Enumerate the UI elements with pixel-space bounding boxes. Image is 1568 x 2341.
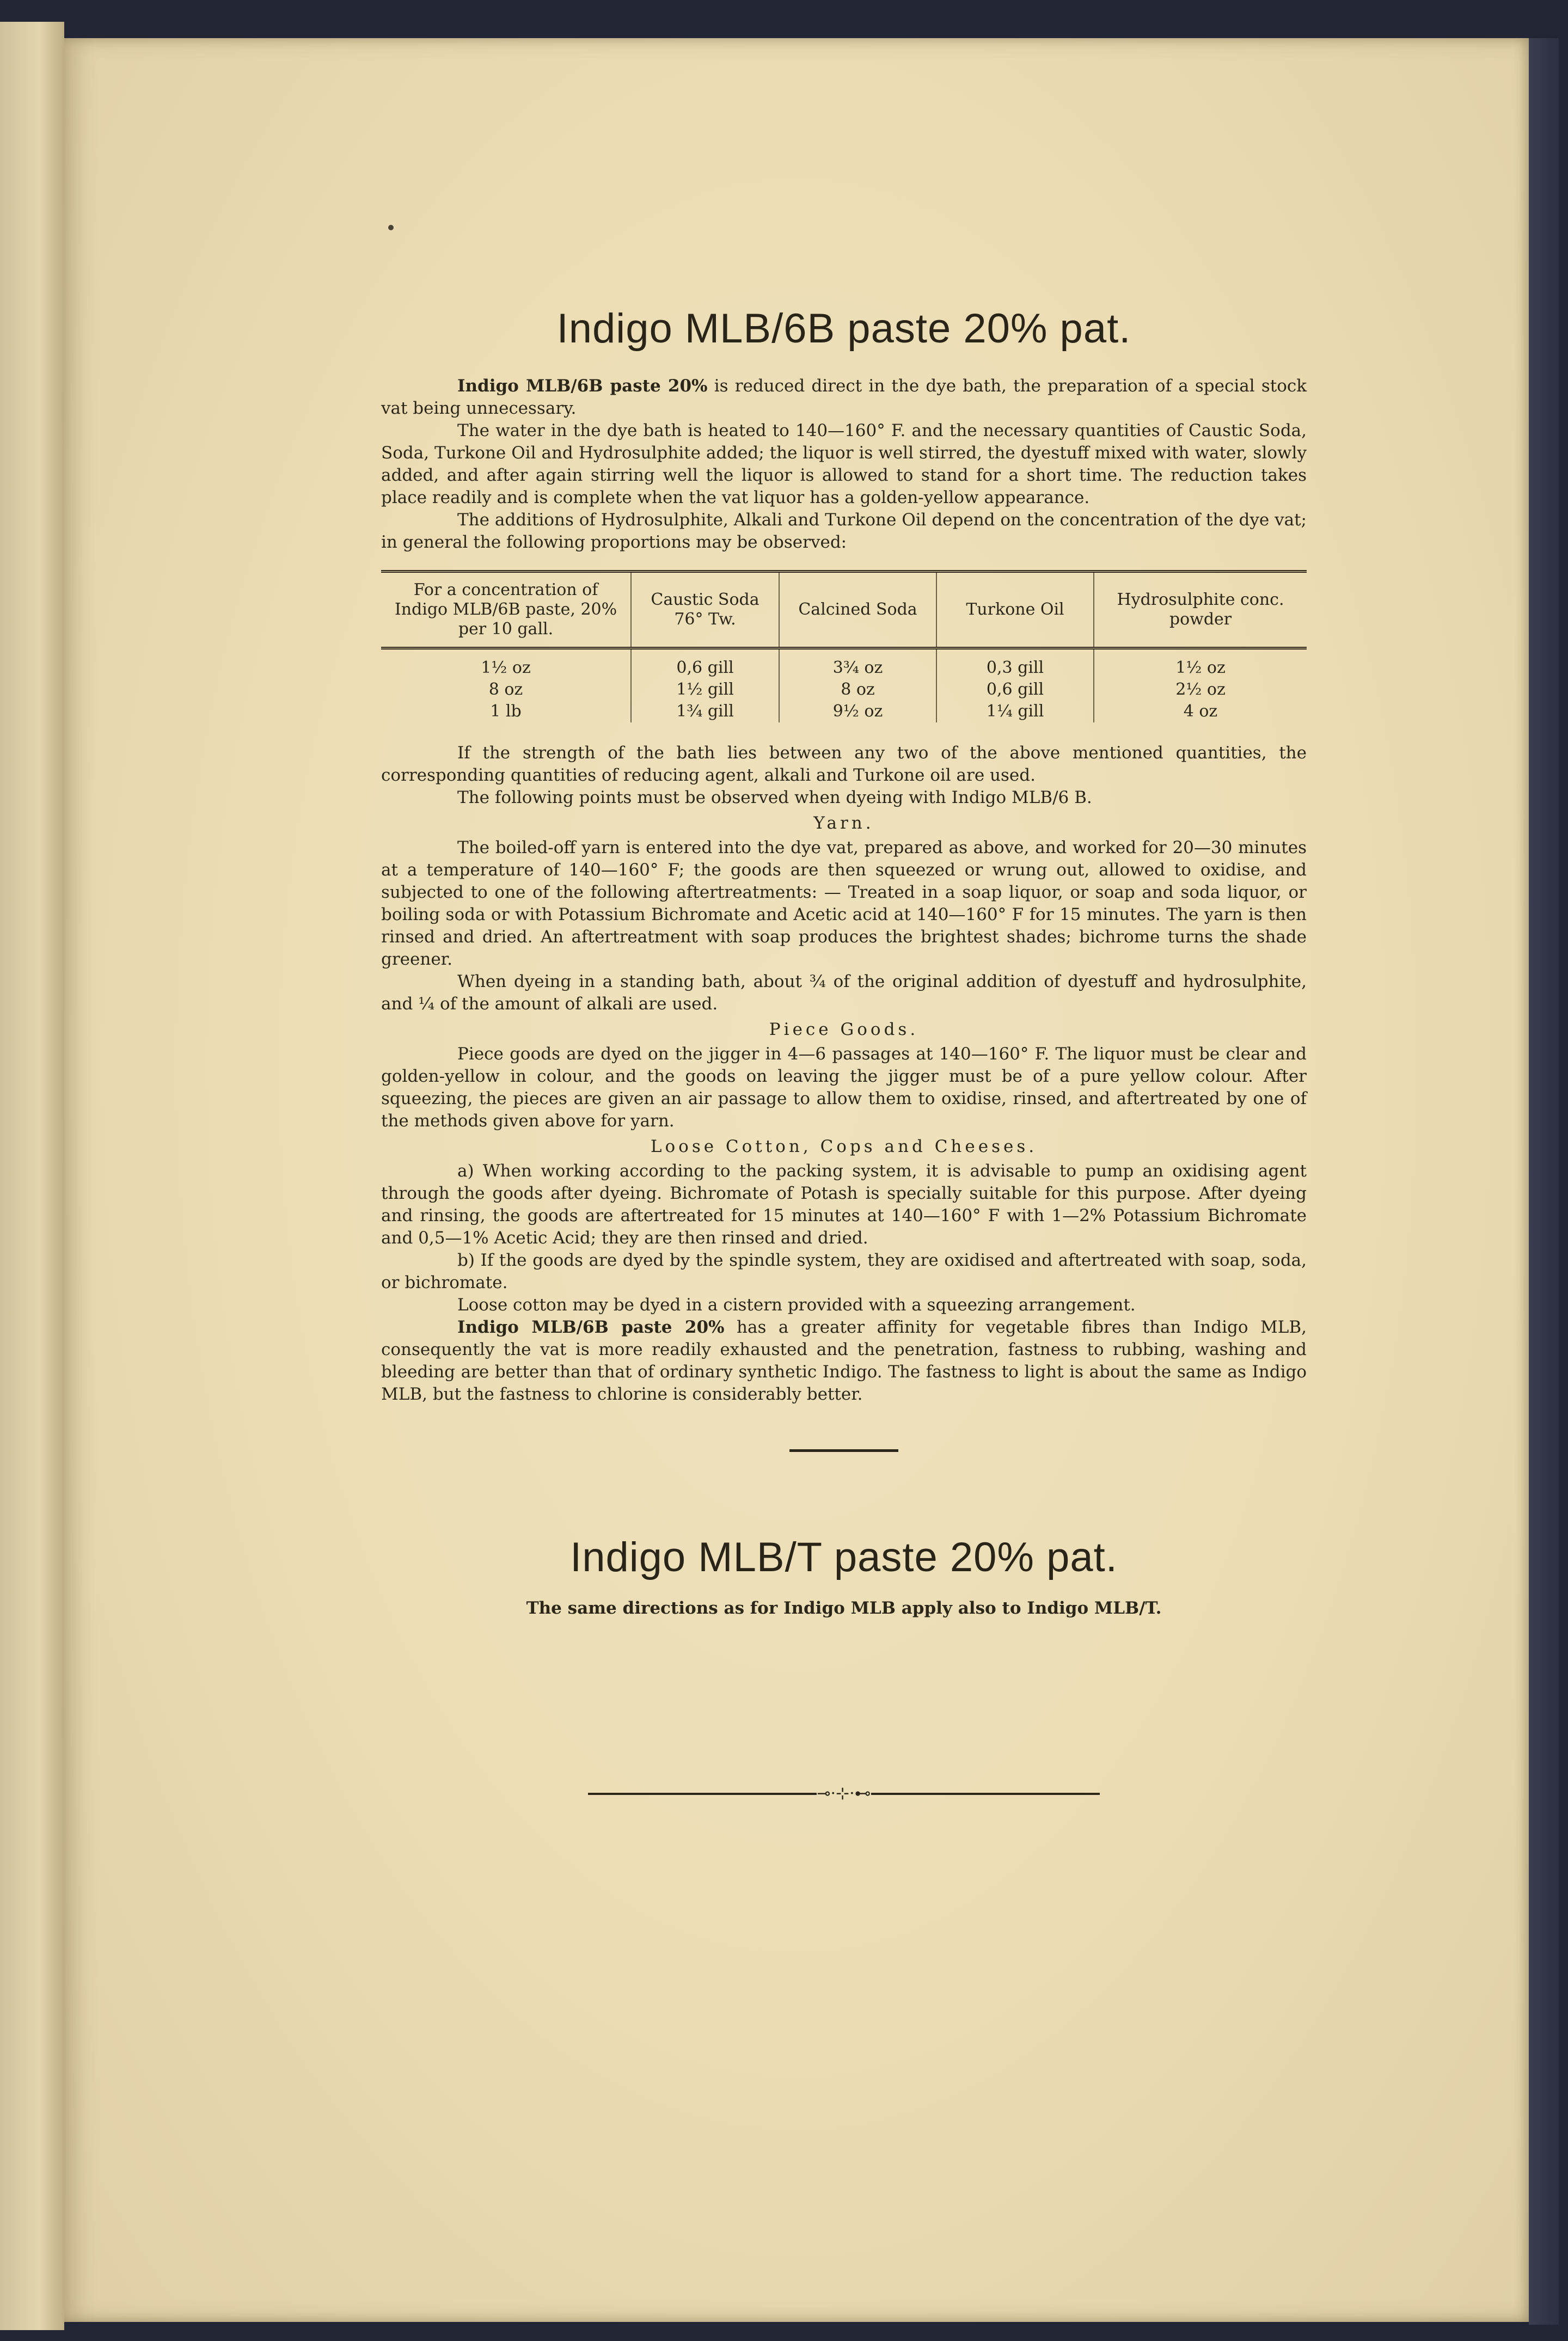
affinity-paragraph [381,1316,1307,1406]
intro-text: is reduced direct in the dye bath, the preparation of a special stock vat being unnecessary. [381,376,1307,418]
product-name: Indigo MLB/6B paste 20% [457,1317,725,1337]
ornament-glyph: ⊸·⊹·⊷ [817,1784,871,1803]
product-name: Indigo MLB/6B paste 20% [457,376,708,396]
column-header-concentration: For a concentration of Indigo MLB/6B paste, 20% per 10 gall. [381,572,631,648]
table-cell: 1½ oz [1094,648,1307,679]
ornament-rule-right [871,1793,1100,1795]
table-row [381,648,1307,679]
page-content [381,305,1307,1805]
intro-paragraph-1 [381,375,1307,420]
page-speck [388,225,394,230]
column-header-caustic-soda: Caustic Soda 76° Tw. [631,572,779,648]
table-row [381,701,1307,722]
table-cell: 1¼ gill [936,701,1094,722]
table-cell: 0,3 gill [936,648,1094,679]
piece-goods-paragraph: Piece goods are dyed on the jigger in 4—6 passages at 140—160° F. The liquor must be clear and golden-yellow in colour, and the goods on leaving the jigger must be of a pure yellow colour. After squeezing, the pieces are given an air passage to allow them to oxidise, rinsed, and aftertreated by one of the methods given above for yarn. [381,1044,1307,1131]
section-title-mlb6b: Indigo MLB/6B paste 20% pat. [556,305,1131,352]
table-cell: 0,6 gill [631,648,779,679]
table-cell: 1½ gill [631,679,779,701]
section-divider [789,1449,898,1452]
after-table-paragraph-2: The following points must be observed when dyeing with Indigo MLB/6 B. [457,788,1092,807]
end-ornament [588,1783,1100,1805]
mlbt-directions: The same directions as for Indigo MLB apply also to Indigo MLB/T. [526,1598,1162,1618]
table-row [381,679,1307,701]
table-cell: 8 oz [779,679,936,701]
loose-cotton-paragraph-cistern: Loose cotton may be dyed in a cistern provided with a squeezing arrangement. [457,1295,1136,1315]
table-cell: 4 oz [1094,701,1307,722]
table-cell: 1½ oz [481,658,531,677]
table-cell: 8 oz [488,680,523,699]
loose-cotton-paragraph-b: b) If the goods are dyed by the spindle system, they are oxidised and aftertreated with soap, soda, or bichromate. [381,1251,1307,1292]
intro-paragraph-2: The water in the dye bath is heated to 140—160° F. and the necessary quantities of Caustic Soda, Soda, Turkone Oil and Hydrosulphite added; the liquor is well stirred, the dyestuff mixed with water, slowly added, and after again stirring well the liquor is allowed to stand for a short time. The reduction takes place readily and is complete when the vat liquor has a golden-yellow appearance. [381,421,1307,507]
ornament-rule-left [588,1793,817,1795]
table-cell: 2½ oz [1094,679,1307,701]
table-cell: 9½ oz [779,701,936,722]
yarn-heading: Yarn. [813,813,874,833]
table-header-row [381,572,1307,648]
column-header-hydrosulphite: Hydrosulphite conc. powder [1094,572,1307,648]
table-cell: 3¾ oz [779,648,936,679]
piece-goods-heading: Piece Goods. [769,1020,919,1039]
intro-paragraph-3: The additions of Hydrosulphite, Alkali and Turkone Oil depend on the concentration of the dye vat; in general the following proportions may be observed: [381,510,1307,552]
loose-cotton-heading: Loose Cotton, Cops and Cheeses. [650,1137,1038,1156]
affinity-text: has a greater affinity for vegetable fibres than Indigo MLB, consequently the vat is more readily exhausted and the penetration, fastness to rubbing, washing and bleeding are better than that of ordinary synthetic Indigo. The fastness to light is about the same as Indigo MLB, but the fastness to chlorine is considerably better. [381,1317,1307,1404]
section-title-mlbt: Indigo MLB/T paste 20% pat. [570,1534,1118,1580]
table-cell: 1¾ gill [631,701,779,722]
table-cell: 1 lb [490,702,522,721]
left-page-edge [0,22,64,2330]
column-header-turkone-oil: Turkone Oil [936,572,1094,648]
after-table-paragraph-1: If the strength of the bath lies between any two of the above mentioned quantities, the corresponding quantities of reducing agent, alkali and Turkone oil are used. [381,743,1307,785]
table-cell: 0,6 gill [936,679,1094,701]
yarn-paragraph-1: The boiled-off yarn is entered into the dye vat, prepared as above, and worked for 20—30 minutes at a temperature of 140—160° F; the goods are then squeezed or wrung out, allowed to oxidise, and subjected to one of the following aftertreatments: — Treated in a soap liquor, or soap and soda liquor, or boiling soda or with Potassium Bichromate and Acetic acid at 140—160° F for 15 minutes. The yarn is then rinsed and dried. An aftertreatment with soap produces the brightest shades; bichrome turns the shade greener. [381,838,1307,969]
column-header-calcined-soda: Calcined Soda [779,572,936,648]
book-cover-edge [1529,38,1559,2325]
loose-cotton-paragraph-a: a) When working according to the packing system, it is advisable to pump an oxidising agent through the goods after dyeing. Bichromate of Potash is specially suitable for this purpose. After dyeing and rinsing, the goods are aftertreated for 15 minutes at 140—160° F with 1—2% Potassium Bichromate and 0,5—1% Acetic Acid; they are then rinsed and dried. [381,1161,1307,1248]
proportions-table [381,570,1307,722]
yarn-paragraph-2: When dyeing in a standing bath, about ¾ of the original addition of dyestuff and hydrosulphite, and ¼ of the amount of alkali are used. [381,972,1307,1014]
